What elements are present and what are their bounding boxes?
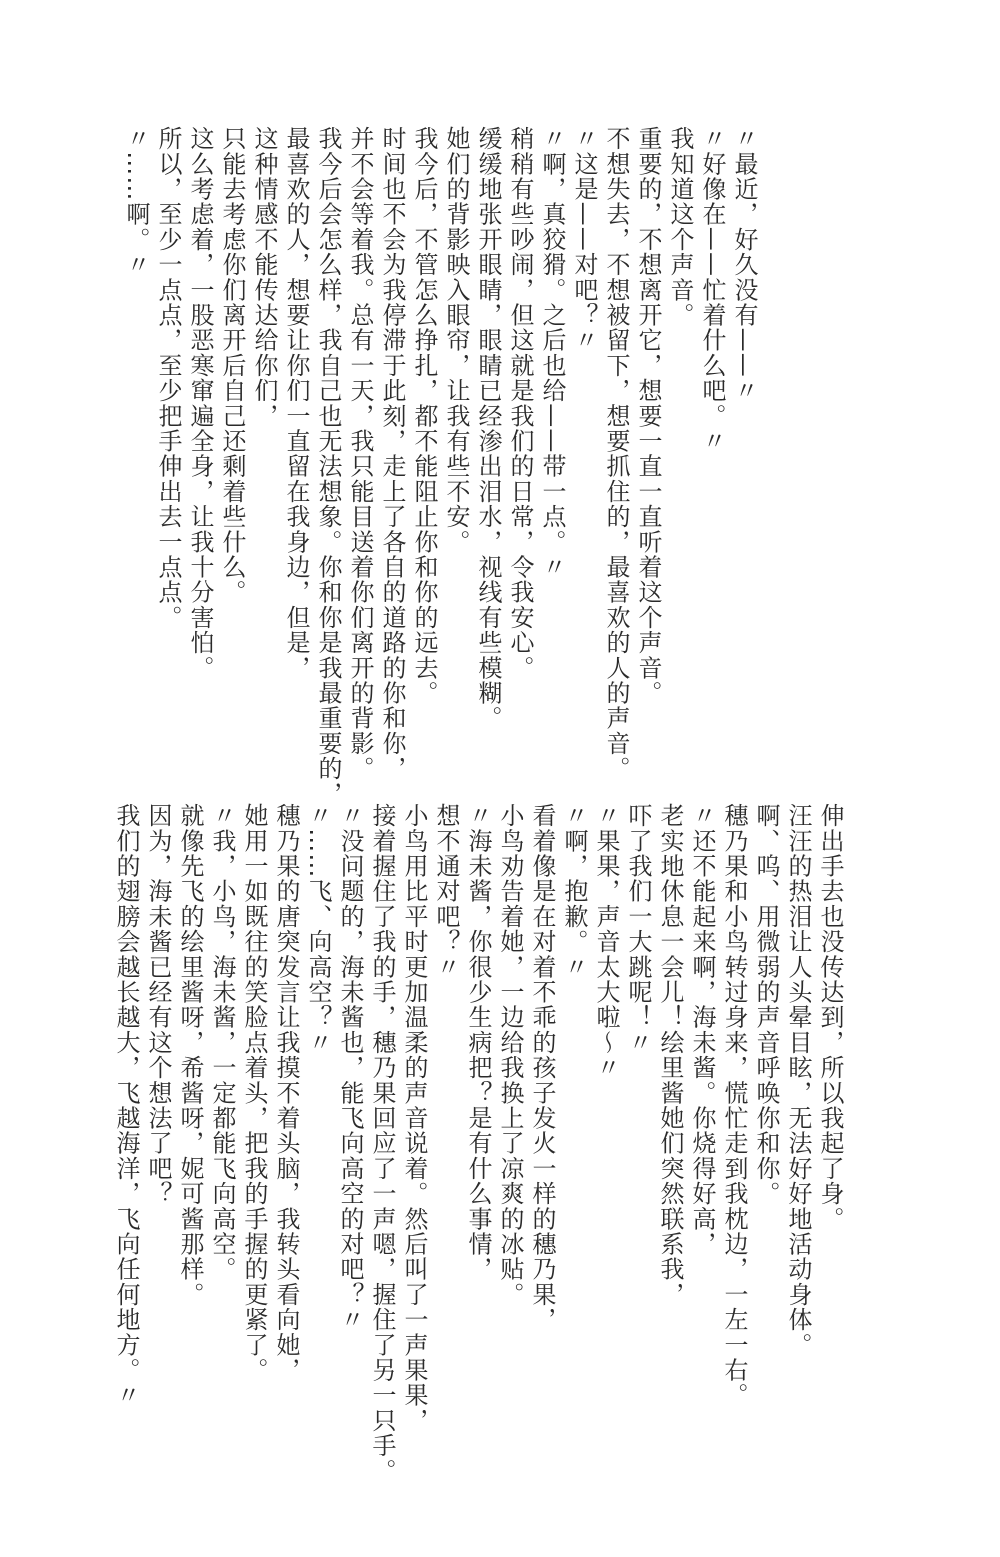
text-line: 〃没问题的，海未酱也，能飞向高空的对吧？〃 bbox=[336, 803, 364, 1333]
text-line: 〃果果，声音太大啦～〃 bbox=[592, 803, 620, 1081]
text-line: 〃……啊。〃 bbox=[122, 126, 150, 278]
bottom-text-block bbox=[110, 803, 846, 1503]
text-line: 〃好像在——忙着什么吧。〃 bbox=[698, 126, 726, 454]
text-line: 她用一如既往的笑脸点着头，把我的手握的更紧了。 bbox=[240, 803, 268, 1383]
text-line: 就像先飞的绘里酱呀，希酱呀，妮可酱那样。 bbox=[176, 803, 204, 1307]
text-line: 伸出手去也没传达到，所以我起了身。 bbox=[816, 803, 844, 1232]
text-line: 小鸟用比平时更加温柔的声音说着。然后叫了一声果果， bbox=[400, 803, 428, 1433]
text-line: 吓了我们一大跳呢！〃 bbox=[624, 803, 652, 1055]
text-line: 她们的背影映入眼帘，让我有些不安。 bbox=[442, 126, 470, 555]
text-line: 缓缓地张开眼睛，眼睛已经渗出泪水，视线有些模糊。 bbox=[474, 126, 502, 731]
text-line: 不想失去，不想被留下，想要抓住的，最喜欢的人的声音。 bbox=[602, 126, 630, 782]
text-line: 看着像是在对着不乖的孩子发火一样的穗乃果， bbox=[528, 803, 556, 1333]
text-line: 老实地休息一会儿！绘里酱她们突然联系我， bbox=[656, 803, 684, 1307]
text-line: 〃还不能起来啊，海未酱。你烧得好高， bbox=[688, 803, 716, 1257]
text-line: 啊、呜、用微弱的声音呼唤你和你。 bbox=[752, 803, 780, 1207]
text-line: 我知道这个声音。 bbox=[666, 126, 694, 328]
text-line: 〃啊，抱歉。〃 bbox=[560, 803, 588, 980]
text-line: 〃海未酱，你很少生病把？是有什么事情， bbox=[464, 803, 492, 1282]
text-line: 〃我，小鸟，海未酱，一定都能飞向高空。 bbox=[208, 803, 236, 1282]
text-line: 〃这是——对吧？〃 bbox=[570, 126, 598, 353]
text-line: 并不会等着我。总有一天，我只能目送着你们离开的背影。 bbox=[346, 126, 374, 782]
text-line: 穗乃果和小鸟转过身来，慌忙走到我枕边，一左一右。 bbox=[720, 803, 748, 1408]
text-line: 因为，海未酱已经有这个想法了吧？ bbox=[144, 803, 172, 1207]
text-line: 所以，至少一点点，至少把手伸出去一点点。 bbox=[154, 126, 182, 630]
text-line: 这么考虑着，一股恶寒窜遍全身，让我十分害怕。 bbox=[186, 126, 214, 681]
text-line: 穗乃果的唐突发言让我摸不着头脑，我转头看向她， bbox=[272, 803, 300, 1383]
text-line: 〃啊，真狡猾。之后也给——带一点。〃 bbox=[538, 126, 566, 580]
text-line: 小鸟劝告着她，一边给我换上了凉爽的冰贴。 bbox=[496, 803, 524, 1307]
text-line: 想不通对吧？〃 bbox=[432, 803, 460, 980]
text-line: 稍稍有些吵闹，但这就是我们的日常，令我安心。 bbox=[506, 126, 534, 681]
top-text-block bbox=[120, 126, 760, 806]
text-line: 这种情感不能传达给你们， bbox=[250, 126, 278, 429]
text-line: 只能去考虑你们离开后自己还剩着些什么。 bbox=[218, 126, 246, 605]
text-line: 时间也不会为我停滞于此刻，走上了各自的道路的你和你， bbox=[378, 126, 406, 782]
text-line: 最喜欢的人，想要让你们一直留在我身边，但是， bbox=[282, 126, 310, 681]
text-line: 〃最近，好久没有——〃 bbox=[730, 126, 758, 404]
text-line: 重要的，不想离开它，想要一直一直听着这个声音。 bbox=[634, 126, 662, 706]
text-line: 我今后，不管怎么挣扎，都不能阻止你和你的远去。 bbox=[410, 126, 438, 706]
text-line: 我们的翅膀会越长越大，飞越海洋，飞向任何地方。〃 bbox=[112, 803, 140, 1408]
text-line: 汪汪的热泪让人头晕目眩，无法好好地活动身体。 bbox=[784, 803, 812, 1358]
text-line: 接着握住了我的手，穗乃果回应了一声嗯，握住了另一只手。 bbox=[368, 803, 396, 1484]
text-line: 我今后会怎么样，我自己也无法想象。你和你是我最重要的， bbox=[314, 126, 342, 807]
text-line: 〃……飞、向高空？〃 bbox=[304, 803, 332, 1055]
